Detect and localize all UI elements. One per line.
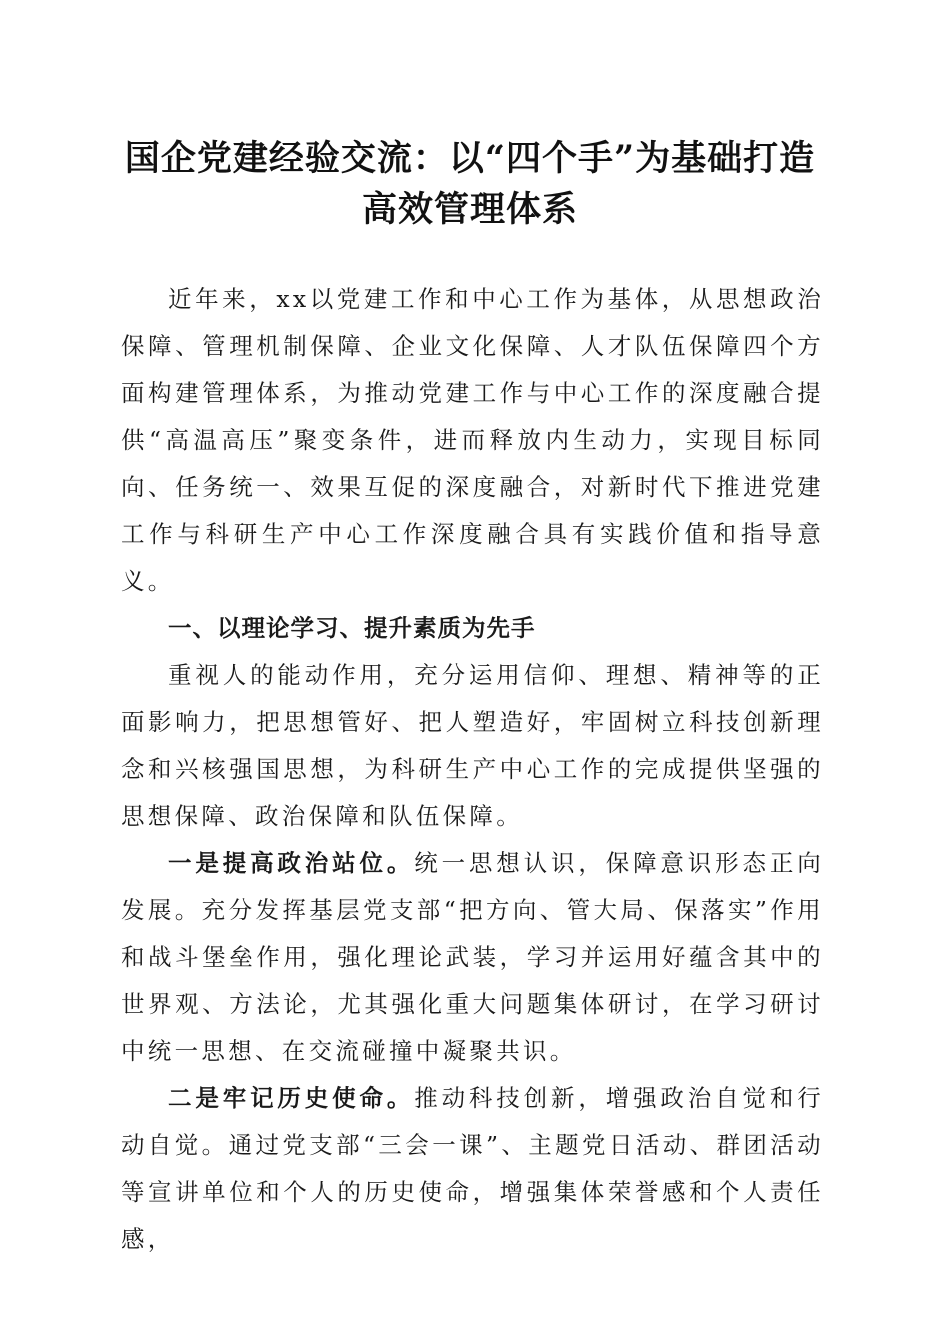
title-line-2: 高效管理体系: [361, 189, 578, 230]
point-one-lead: 一是提高政治站位。: [168, 849, 415, 877]
section-summary-paragraph: 重视人的能动作用，充分运用信仰、理想、精神等的正面影响力，把思想管好、把人塑造好，牢固树立科技创新理念和兴核强国思想，为科研生产中心工作的完成提供坚强的思想保障、政治保障和队伍保障。: [121, 661, 824, 830]
document-body: [121, 276, 824, 1263]
document-title: [100, 133, 840, 235]
point-two-lead: 二是牢记历史使命。: [168, 1084, 415, 1112]
intro-paragraph: 近年来，xx以党建工作和中心工作为基体，从思想政治保障、管理机制保障、企业文化保障、人才队伍保障四个方面构建管理体系，为推动党建工作与中心工作的深度融合提供“高温高压”聚变条件，进而释放内生动力，实现目标同向、任务统一、效果互促的深度融合，对新时代下推进党建工作与科研生产中心工作深度融合具有实践价值和指导意义。: [121, 285, 824, 595]
point-two-paragraph: [121, 1075, 824, 1263]
point-one-paragraph: [121, 840, 824, 1075]
point-two-text: 推动科技创新，增强政治自觉和行动自觉。通过党支部“三会一课”、主题党日活动、群团活动等宣讲单位和个人的历史使命，增强集体荣誉感和个人责任感，: [121, 1084, 825, 1253]
title-line-1: 国企党建经验交流：以“四个手”为基础打造: [124, 138, 816, 179]
section-heading: 一、以理论学习、提升素质为先手: [168, 614, 536, 642]
point-one-text: 统一思想认识，保障意识形态正向发展。充分发挥基层党支部“把方向、管大局、保落实”作用和战斗堡垒作用，强化理论武装，学习并运用好蕴含其中的世界观、方法论，尤其强化重大问题集体研讨，在学习研讨中统一思想、在交流碰撞中凝聚共识。: [121, 849, 825, 1065]
